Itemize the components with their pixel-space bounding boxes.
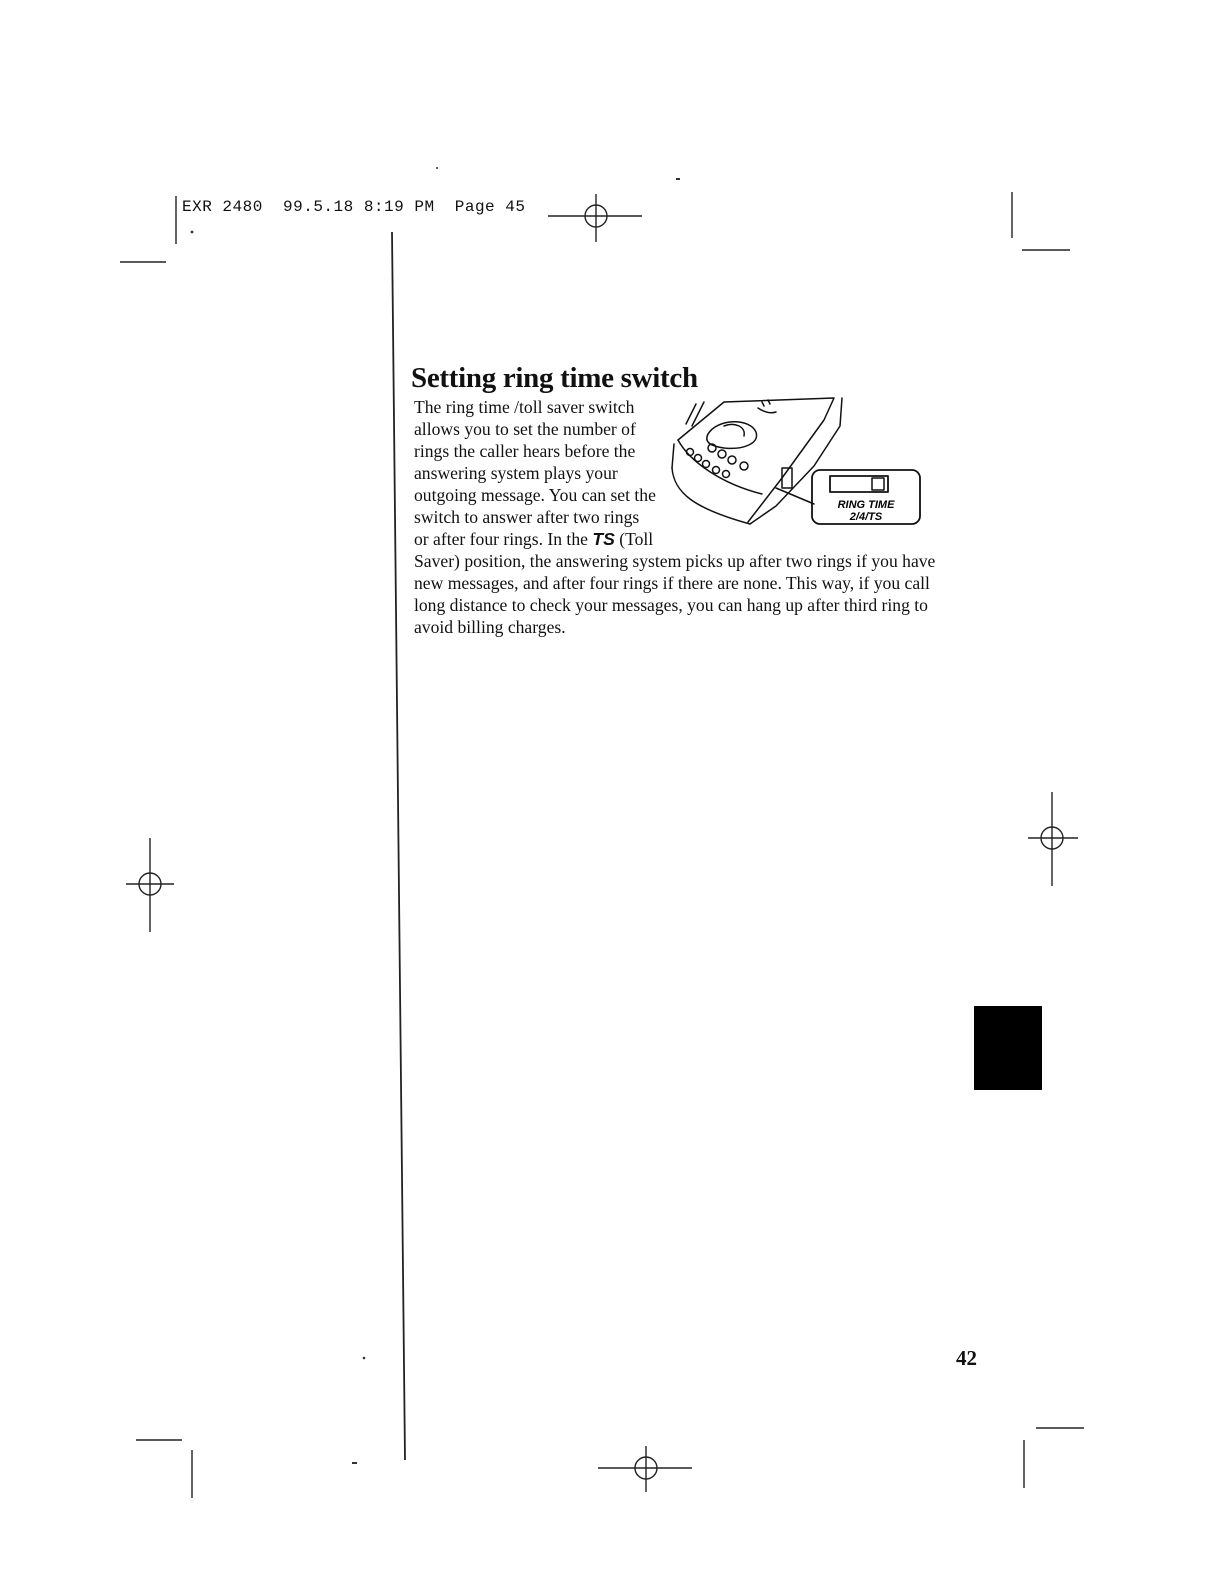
paragraph-intro: The ring time /toll saver switch allows you to set the number of rings the caller hears before the answering system plays your outgoing message. You can set the switch to answer after two rings or after four rings. In the	[414, 397, 656, 549]
ts-term: TS	[592, 529, 615, 549]
registration-mark-bottom	[598, 1446, 692, 1492]
registration-mark-top	[548, 194, 642, 242]
ring-time-switch-illustration	[664, 396, 936, 536]
switch-label-ring-time: RING TIME	[837, 499, 895, 511]
registration-mark-left	[126, 838, 174, 932]
gutter-rule	[392, 232, 405, 1460]
answering-machine-drawing	[664, 396, 936, 536]
registration-mark-right	[1028, 792, 1078, 886]
switch-label-positions: 2/4/TS	[849, 511, 883, 523]
page-number: 42	[956, 1346, 977, 1370]
section-body	[414, 396, 936, 638]
paragraph-rest: (Toll Saver) position, the answering system picks up after two rings if you have new messages, and after four rings if there are none. This way, if you call long distance to check your messages, you can hang up after third ring to avoid billing charges.	[414, 529, 936, 637]
chapter-thumb-tab	[974, 1006, 1042, 1090]
section-title: Setting ring time switch	[411, 362, 698, 394]
print-slug: EXR 2480 99.5.18 8:19 PM Page 45	[182, 198, 526, 216]
